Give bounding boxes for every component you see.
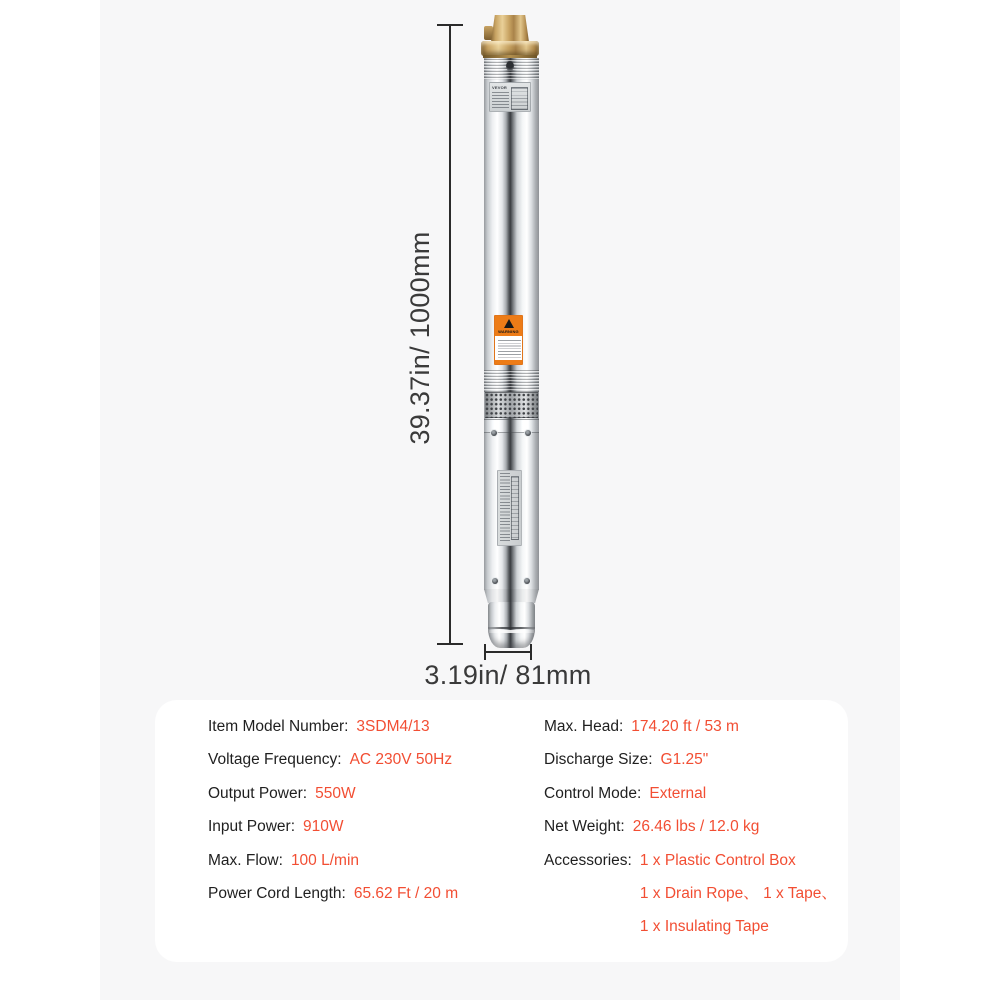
spec-label: Power Cord Length: [208, 885, 346, 903]
spec-value-line: 1 x Plastic Control Box [639, 851, 796, 869]
spec-label: Voltage Frequency: [208, 751, 342, 769]
width-dimension-line [485, 651, 531, 653]
pump-screw [491, 430, 497, 436]
spec-value [354, 877, 458, 910]
pump-mid-ribbed-band [484, 370, 539, 392]
pump-nameplate-label [489, 82, 531, 112]
spec-label: Max. Head: [544, 718, 624, 735]
spec-value-line: 3SDM4/13 [356, 718, 430, 735]
spec-card [155, 700, 848, 962]
spec-value-line: 65.62 Ft / 20 m [353, 885, 459, 903]
spec-value [303, 810, 344, 843]
spec-row [544, 810, 837, 843]
height-dimension-label: 39.37in/ 1000mm [405, 231, 435, 445]
warning-label-title: WARNING [498, 328, 519, 334]
spec-label: Discharge Size: [544, 751, 653, 769]
pump-warning-label [494, 315, 523, 365]
width-dimension-label: 3.19in/ 81mm [424, 660, 592, 690]
spec-value-line: External [649, 784, 707, 802]
spec-row [208, 844, 458, 877]
spec-value-line: 174.20 ft / 53 m [631, 718, 739, 735]
height-dimension-line [449, 25, 451, 645]
spec-value [291, 844, 359, 877]
pump-cap-groove [488, 627, 535, 629]
spec-row [208, 777, 458, 810]
warning-triangle-icon [504, 319, 514, 328]
pump-brass-outlet-fitting [491, 15, 529, 42]
spec-row [544, 844, 837, 944]
spec-value-line: 1 x Insulating Tape [639, 918, 769, 936]
height-dimension-cap-top [437, 24, 463, 26]
spec-value [631, 710, 739, 743]
warning-label-text-lines [498, 340, 521, 358]
spec-label: Max. Flow: [208, 851, 283, 869]
pump-screw [492, 578, 498, 584]
height-dimension-cap-bottom [437, 643, 463, 645]
pump-bottom-taper [484, 589, 539, 603]
spec-row [208, 710, 458, 743]
spec-value [633, 810, 760, 843]
spec-value [649, 777, 706, 810]
spec-value-line: G1.25" [660, 751, 709, 769]
pump-screw [525, 430, 531, 436]
spec-label: Control Mode: [544, 784, 642, 802]
spec-value-line: 26.46 lbs / 12.0 kg [632, 818, 760, 836]
pump-brass-collar [481, 41, 539, 56]
pump-cable-hole [506, 61, 514, 71]
warning-label-header [495, 316, 522, 336]
pump-brand-text: VEVOR [492, 85, 508, 90]
spec-label: Net Weight: [544, 818, 625, 836]
spec-value [315, 777, 356, 810]
pump-intake-mesh-screen [485, 392, 538, 418]
spec-label: Output Power: [208, 784, 308, 802]
pump-motor-label [497, 470, 522, 546]
spec-row [544, 743, 837, 776]
spec-column-left [208, 710, 458, 910]
pump-bottom-cap [488, 602, 535, 648]
motor-label-spec-box [511, 476, 519, 540]
warning-label-footer [495, 360, 522, 364]
spec-row [208, 810, 458, 843]
spec-label: Input Power: [208, 818, 296, 836]
spec-value-line: 1 x Drain Rope、 1 x Tape、 [639, 885, 837, 903]
spec-row [208, 877, 458, 910]
spec-value [640, 844, 837, 944]
spec-label: Accessories: [544, 851, 632, 869]
spec-row [544, 710, 837, 743]
spec-value-line: AC 230V 50Hz [349, 751, 453, 769]
spec-row [544, 777, 837, 810]
spec-value-line: 550W [315, 784, 356, 802]
spec-row [208, 743, 458, 776]
spec-value [350, 743, 453, 776]
spec-value-line: 910W [303, 818, 344, 836]
spec-value-line: 100 L/min [290, 851, 360, 869]
pump-screw [524, 578, 530, 584]
spec-value [356, 710, 429, 743]
pump-nameplate-text-lines [492, 92, 509, 110]
spec-value [661, 743, 709, 776]
motor-label-text-lines [500, 473, 510, 543]
pump-nameplate-spec-box [511, 87, 528, 110]
pump-cap-groove-highlight [489, 630, 534, 633]
spec-column-right [544, 710, 837, 944]
spec-label: Item Model Number: [208, 718, 349, 735]
